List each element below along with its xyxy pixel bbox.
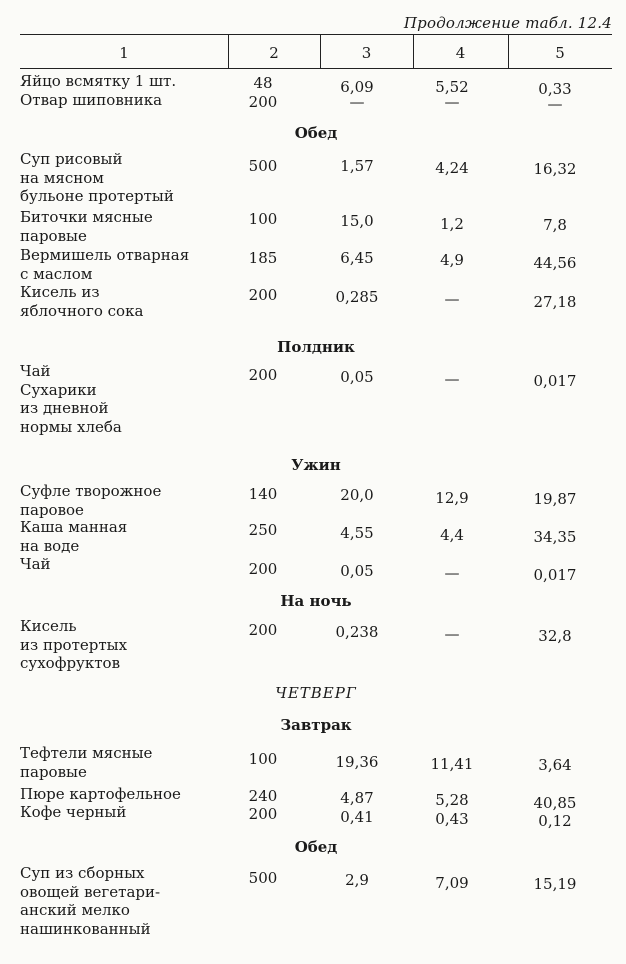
row-name-line: паровое — [20, 500, 84, 519]
cell-carbs: 0,12 — [538, 812, 572, 830]
row-name-line: паровые — [20, 226, 87, 245]
cell-carbs: 34,35 — [533, 528, 577, 546]
row-name-line: Кисель из — [20, 283, 100, 301]
cell-protein: 1,57 — [340, 157, 374, 175]
cell-protein: 0,41 — [340, 808, 374, 826]
section-heading: Ужин — [291, 456, 341, 474]
table-row-name — [20, 150, 174, 206]
table-row-name — [20, 362, 122, 436]
row-name-line: Кофе черный — [20, 803, 127, 821]
row-name-line: нашинкованный — [20, 919, 151, 938]
row-name-line: анский мелко — [20, 901, 130, 919]
cell-carbs: 16,32 — [533, 160, 577, 178]
cell-fat: 5,52 — [435, 78, 469, 96]
cell-carbs: 19,87 — [533, 490, 577, 508]
row-name-line: Чай — [20, 555, 51, 573]
column-header-2: 2 — [269, 44, 279, 62]
row-name-line: Сухарики — [20, 380, 97, 399]
section-heading: На ночь — [280, 592, 352, 610]
row-name-line: сухофруктов — [20, 654, 121, 672]
cell-protein: 0,05 — [340, 562, 374, 580]
cell-fat: — — [444, 93, 460, 111]
table-row-name — [20, 803, 126, 822]
cell-weight: 200 — [248, 805, 278, 823]
row-name-line: на воде — [20, 536, 80, 555]
cell-carbs: 27,18 — [533, 293, 577, 311]
cell-weight: 185 — [248, 249, 278, 267]
cell-weight: 200 — [248, 286, 278, 304]
cell-fat: 4,9 — [440, 251, 464, 269]
table-row-name — [20, 72, 176, 91]
cell-fat: — — [444, 564, 460, 582]
cell-carbs: — — [547, 95, 563, 113]
cell-carbs: 32,8 — [538, 627, 572, 645]
cell-weight: 100 — [248, 210, 278, 228]
column-header-5: 5 — [555, 44, 565, 62]
header-bottom-rule — [20, 68, 612, 69]
cell-protein: 6,45 — [340, 249, 374, 267]
cell-fat: 1,2 — [440, 215, 464, 233]
row-name-line: Суп рисовый — [20, 150, 123, 168]
table-row-name — [20, 518, 127, 555]
cell-protein: 0,05 — [340, 368, 374, 386]
cell-weight: 200 — [248, 560, 278, 578]
row-name-line: бульоне протертый — [20, 187, 174, 205]
cell-protein: 0,285 — [335, 288, 379, 306]
table-row-name — [20, 744, 152, 781]
section-heading: Обед — [294, 838, 338, 856]
row-name-line: Суфле творожное — [20, 482, 162, 500]
header-top-rule — [20, 34, 612, 35]
cell-fat: 7,09 — [435, 874, 469, 892]
column-header-1: 1 — [119, 44, 129, 62]
table-row-name — [20, 283, 143, 320]
cell-carbs: 3,64 — [538, 756, 572, 774]
table-row-name — [20, 864, 160, 938]
cell-protein: 4,55 — [340, 524, 374, 542]
row-name-line: овощей вегетари- — [20, 882, 161, 901]
cell-protein: — — [349, 93, 365, 111]
cell-protein: 0,238 — [335, 623, 379, 641]
cell-weight: 140 — [248, 485, 278, 503]
cell-carbs: 15,19 — [533, 875, 577, 893]
section-heading: Обед — [294, 124, 338, 142]
section-heading: Полдник — [277, 338, 355, 356]
row-name-line: Суп из сборных — [20, 864, 145, 882]
cell-carbs: 0,017 — [533, 372, 577, 390]
cell-weight: 200 — [248, 621, 278, 639]
column-header-3: 3 — [361, 44, 372, 62]
cell-protein: 19,36 — [335, 753, 379, 771]
cell-weight: 250 — [248, 521, 278, 539]
cell-carbs: 7,8 — [543, 216, 567, 234]
cell-fat: 5,28 — [435, 791, 469, 809]
cell-carbs: 0,017 — [533, 566, 577, 584]
cell-fat: — — [444, 625, 460, 643]
row-name-line: нормы хлеба — [20, 417, 122, 436]
row-name-line: Кисель — [20, 617, 77, 635]
cell-weight: 200 — [248, 366, 278, 384]
row-name-line: из протертых — [20, 635, 128, 654]
cell-fat: 4,4 — [440, 526, 464, 544]
table-row-name — [20, 91, 162, 110]
cell-weight: 48 — [253, 74, 273, 92]
cell-weight: 240 — [248, 787, 278, 805]
row-name-line: яблочного сока — [20, 301, 144, 320]
table-row-name — [20, 555, 51, 574]
table-row-name — [20, 482, 161, 519]
cell-fat: — — [444, 290, 460, 308]
cell-carbs: 44,56 — [533, 254, 577, 272]
table-row-name — [20, 785, 181, 804]
table-caption: Продолжение табл. 12.4 — [403, 14, 612, 32]
row-name-line: Биточки мясные — [20, 208, 153, 226]
table-row-name — [20, 617, 127, 673]
row-name-line: Каша манная — [20, 518, 128, 536]
row-name-line: с маслом — [20, 264, 93, 283]
cell-protein: 2,9 — [345, 871, 369, 889]
day-heading: ЧЕТВЕРГ — [275, 684, 357, 702]
row-name-line: из дневной — [20, 399, 109, 417]
cell-protein: 6,09 — [340, 78, 374, 96]
cell-carbs: 40,85 — [533, 794, 577, 812]
table-row-name — [20, 246, 189, 283]
cell-fat: 12,9 — [435, 489, 469, 507]
cell-fat: 0,43 — [435, 810, 469, 828]
row-name-line: Пюре картофельное — [20, 785, 181, 803]
cell-weight: 500 — [248, 869, 278, 887]
row-name-line: Вермишель отварная — [20, 246, 190, 264]
cell-carbs: 0,33 — [538, 80, 572, 98]
cell-protein: 15,0 — [340, 212, 374, 230]
section-heading: Завтрак — [280, 716, 352, 734]
cell-protein: 20,0 — [340, 486, 374, 504]
cell-weight: 500 — [248, 157, 278, 175]
table-row-name — [20, 208, 153, 245]
cell-weight: 100 — [248, 750, 278, 768]
column-header-4: 4 — [455, 44, 466, 62]
cell-weight: 200 — [248, 93, 278, 111]
row-name-line: Тефтели мясные — [20, 744, 153, 762]
cell-protein: 4,87 — [340, 789, 374, 807]
row-name-line: Отвар шиповника — [20, 91, 163, 109]
cell-fat: — — [444, 370, 460, 388]
cell-fat: 11,41 — [430, 755, 474, 773]
cell-fat: 4,24 — [435, 159, 469, 177]
row-name-line: на мясном — [20, 168, 104, 187]
row-name-line: паровые — [20, 762, 87, 781]
row-name-line: Яйцо всмятку 1 шт. — [20, 72, 177, 90]
row-name-line: Чай — [20, 362, 51, 380]
